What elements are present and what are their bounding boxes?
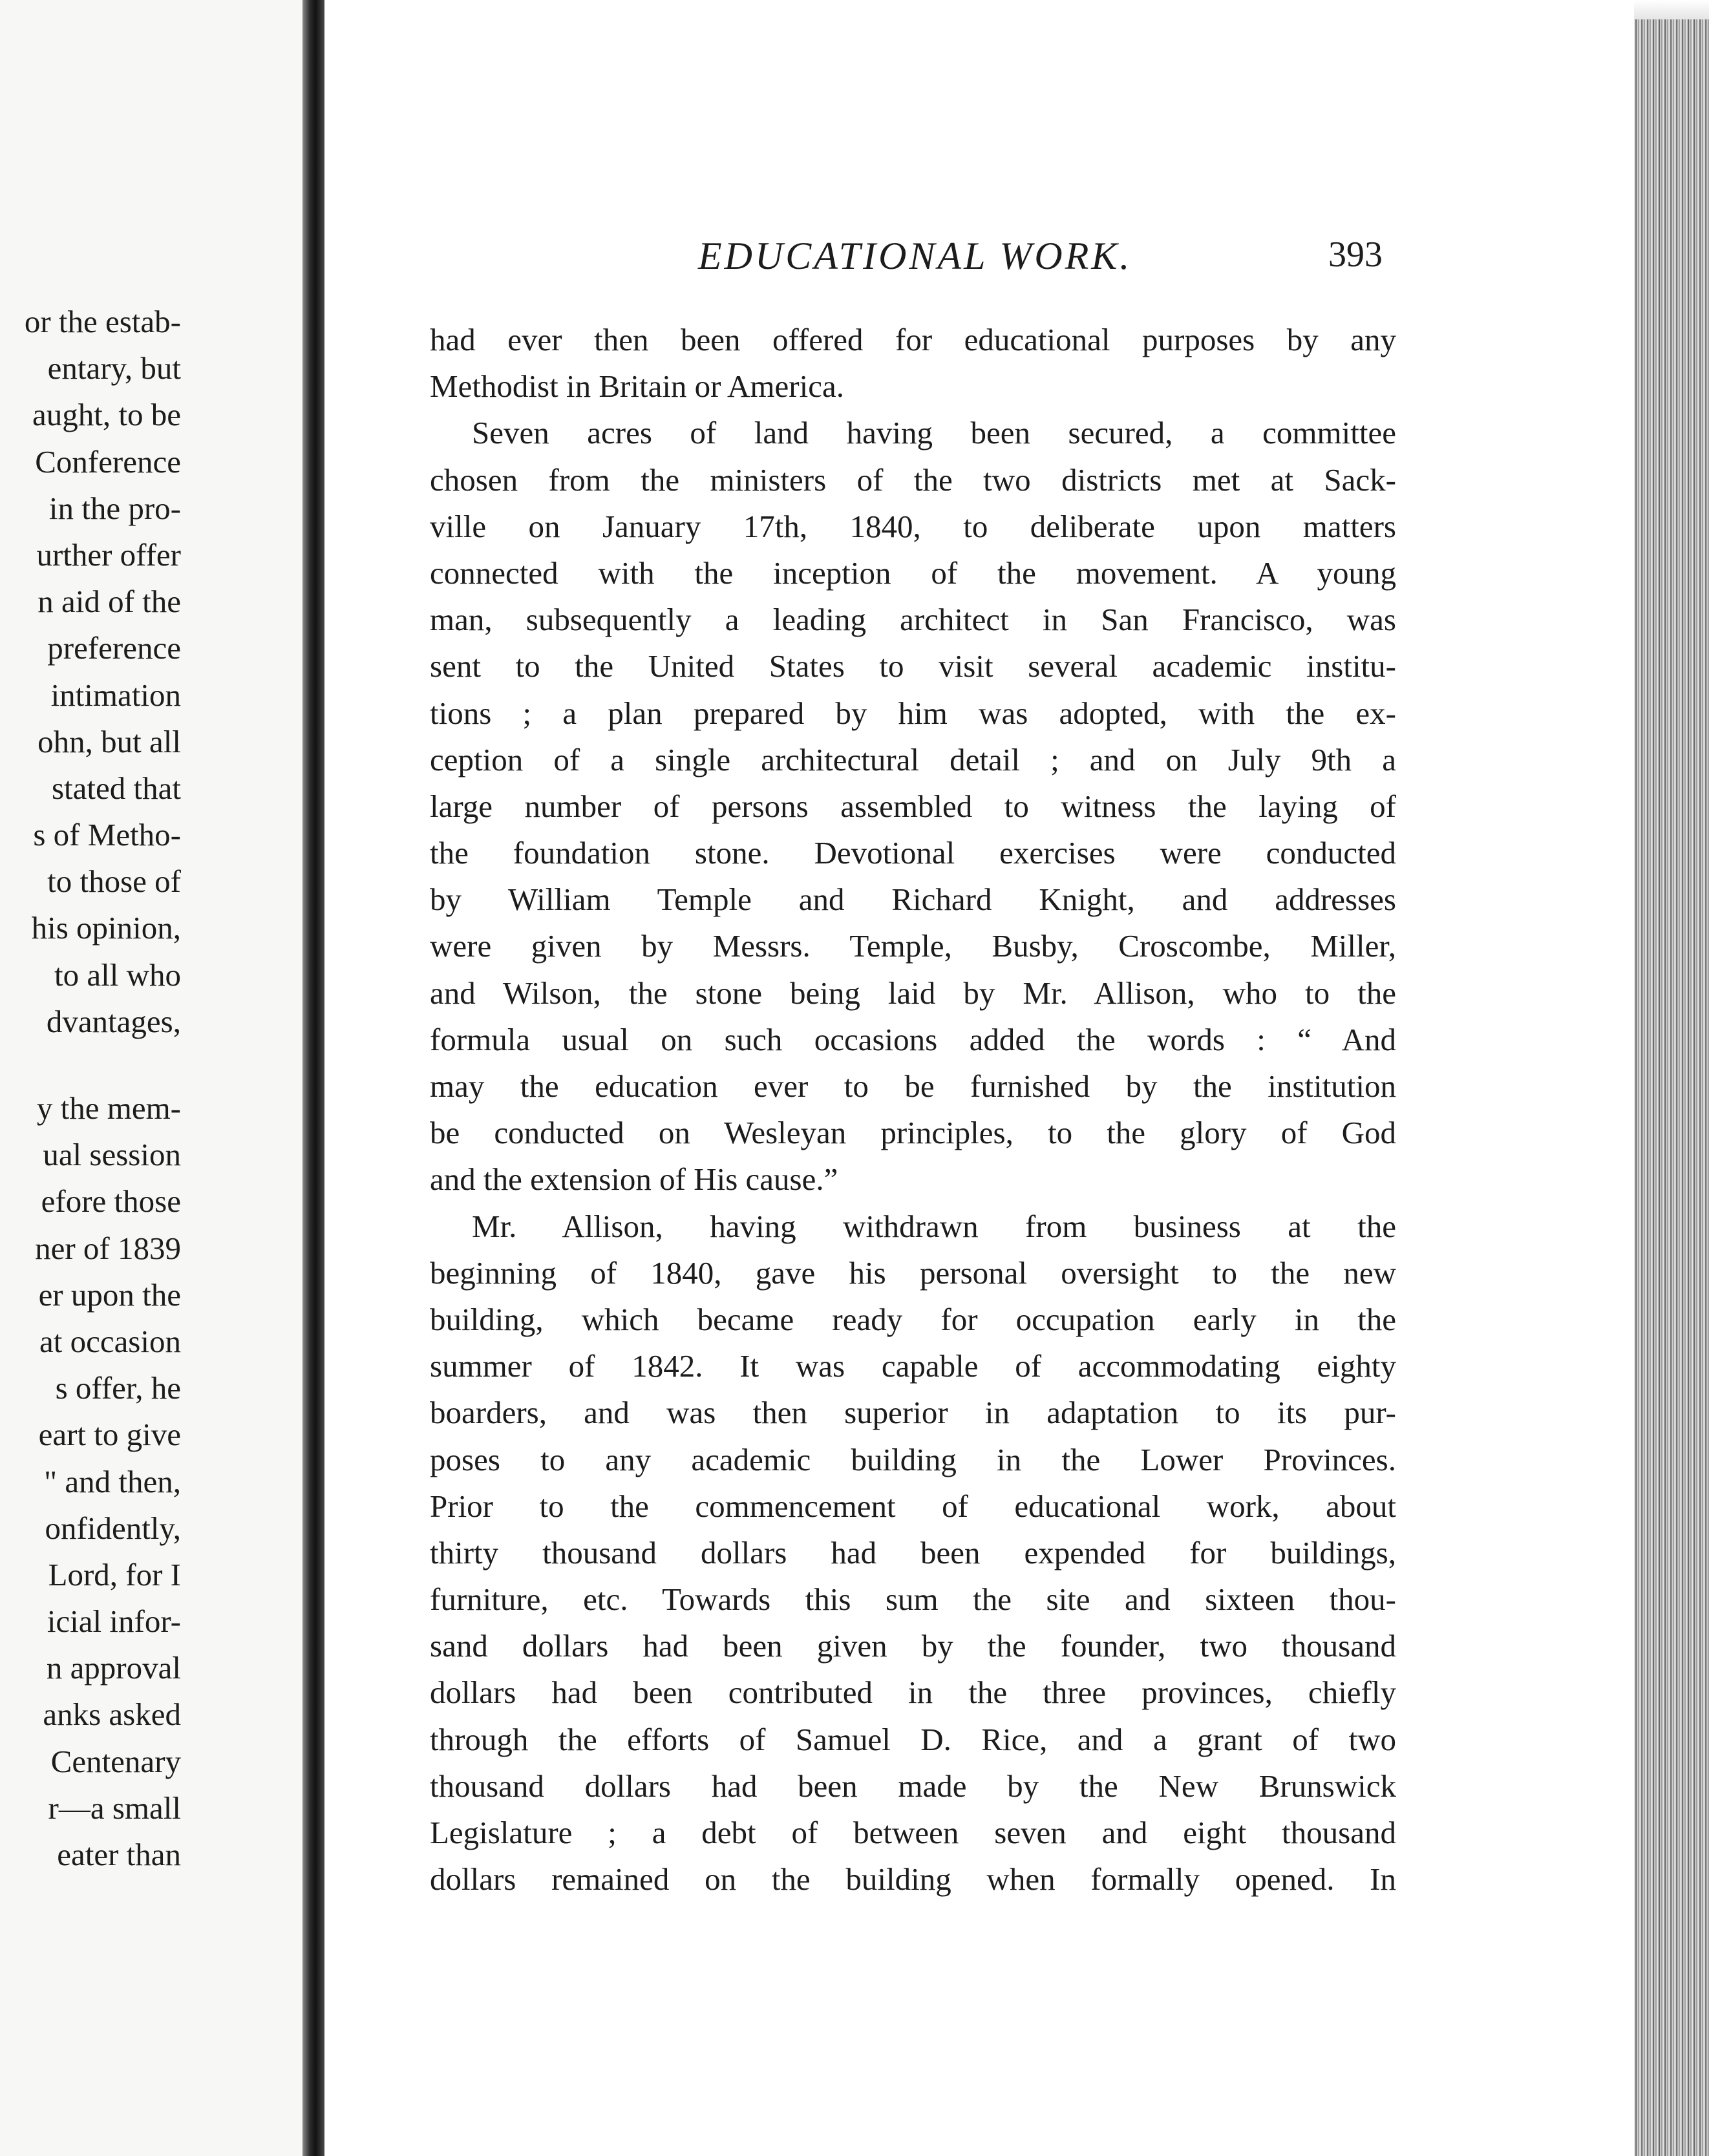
previous-page-line: efore those <box>41 1183 181 1220</box>
previous-page-line: s offer, he <box>55 1370 181 1406</box>
previous-page-line: onfidently, <box>45 1510 181 1546</box>
text-line: and the extension of His cause.” <box>430 1161 838 1198</box>
text-line: through the efforts of Samuel D. Rice, and a grant of two <box>430 1721 1396 1757</box>
text-line: thousand dollars had been made by the New Brunswick <box>430 1768 1396 1804</box>
previous-page-line: n aid of the <box>37 584 181 620</box>
book-gutter <box>303 0 324 2156</box>
text-line: summer of 1842. It was capable of accommodating eighty <box>430 1348 1396 1384</box>
text-line: sent to the United States to visit several academic institu- <box>430 648 1396 684</box>
text-line: had ever then been offered for educational purposes by any <box>430 322 1396 357</box>
previous-page-line: er upon the <box>38 1276 181 1313</box>
previous-page-line: eater than <box>57 1837 181 1872</box>
previous-page-line: r—a small <box>48 1790 181 1826</box>
page-body-text <box>430 317 1396 1903</box>
page-edges <box>1634 19 1709 2156</box>
previous-page-line: to those of <box>47 863 181 900</box>
text-line: chosen from the ministers of the two districts met at Sack- <box>430 461 1396 498</box>
text-line: Mr. Allison, having withdrawn from business at the <box>472 1208 1396 1244</box>
text-line: thirty thousand dollars had been expended for buildings, <box>430 1534 1396 1570</box>
previous-page-line: preference <box>47 630 181 666</box>
previous-page-line: " and then, <box>44 1463 181 1499</box>
previous-page-line: intimation <box>50 677 181 713</box>
previous-page-line: icial infor- <box>47 1603 181 1640</box>
text-line: Legislature ; a debt of between seven and eight thousand <box>430 1815 1396 1850</box>
previous-page-line: entary, but <box>47 350 181 386</box>
previous-page-line: y the mem- <box>36 1090 181 1126</box>
previous-page-line: Conference <box>35 443 181 480</box>
text-line: by William Temple and Richard Knight, and addresses <box>430 882 1396 918</box>
text-line: formula usual on such occasions added the words : “ And <box>430 1021 1396 1057</box>
previous-page-line: s of Metho- <box>33 817 181 853</box>
previous-page-line: ual session <box>43 1137 181 1173</box>
text-line: the foundation stone. Devotional exercises were conducted <box>430 835 1396 871</box>
previous-page-line: aught, to be <box>32 397 181 433</box>
previous-page-line: eart to give <box>38 1417 181 1453</box>
previous-page-line: ner of 1839 <box>35 1230 181 1266</box>
previous-page-text <box>0 299 181 1878</box>
previous-page-line: at occasion <box>39 1323 181 1359</box>
text-line: be conducted on Wesleyan principles, to the glory of God <box>430 1115 1396 1151</box>
previous-page-line: anks asked <box>43 1696 181 1733</box>
previous-page-line: stated that <box>51 770 181 806</box>
text-line: connected with the inception of the movement. A young <box>430 555 1396 591</box>
text-line: man, subsequently a leading architect in San Francisco, was <box>430 602 1396 638</box>
text-line: large number of persons assembled to witness the laying of <box>430 788 1396 824</box>
text-line: Methodist in Britain or America. <box>430 368 844 405</box>
text-line: building, which became ready for occupation early in the <box>430 1301 1396 1337</box>
previous-page-line: Lord, for I <box>48 1556 181 1592</box>
previous-page-line: dvantages, <box>46 1003 181 1039</box>
text-line: Seven acres of land having been secured, a committee <box>472 415 1396 451</box>
previous-page-line: his opinion, <box>31 910 181 946</box>
text-line: may the education ever to be furnished by the institution <box>430 1068 1396 1104</box>
text-line: sand dollars had been given by the founder, two thousand <box>430 1628 1396 1664</box>
previous-page-fragment <box>0 0 310 2156</box>
previous-page-line: ohn, but all <box>37 723 181 759</box>
previous-page-line: or the estab- <box>24 304 181 339</box>
previous-page-line: urther offer <box>36 536 181 573</box>
page-number: 393 <box>1328 235 1383 275</box>
running-head: EDUCATIONAL WORK. <box>698 235 1132 277</box>
text-line: were given by Messrs. Temple, Busby, Croscombe, Miller, <box>430 928 1396 964</box>
text-line: and Wilson, the stone being laid by Mr. Allison, who to the <box>430 975 1396 1011</box>
text-line: dollars remained on the building when formally opened. In <box>430 1861 1396 1897</box>
text-line: tions ; a plan prepared by him was adopted, with the ex- <box>430 695 1396 731</box>
previous-page-line: to all who <box>54 956 181 993</box>
text-line: beginning of 1840, gave his personal oversight to the new <box>430 1254 1396 1291</box>
previous-page-line: in the pro- <box>48 490 181 526</box>
previous-page-line: n approval <box>46 1650 181 1686</box>
text-line: ville on January 17th, 1840, to deliberate upon matters <box>430 508 1396 544</box>
text-line: dollars had been contributed in the three provinces, chiefly <box>430 1675 1396 1711</box>
text-line: Prior to the commencement of educational work, about <box>430 1488 1396 1524</box>
text-line: ception of a single architectural detail ; and on July 9th a <box>430 741 1396 777</box>
text-line: poses to any academic building in the Lower Provinces. <box>430 1441 1396 1477</box>
text-line: furniture, etc. Towards this sum the site and sixteen thou- <box>430 1581 1396 1618</box>
previous-page-line: Centenary <box>50 1743 181 1779</box>
text-line: boarders, and was then superior in adaptation to its pur- <box>430 1395 1396 1431</box>
